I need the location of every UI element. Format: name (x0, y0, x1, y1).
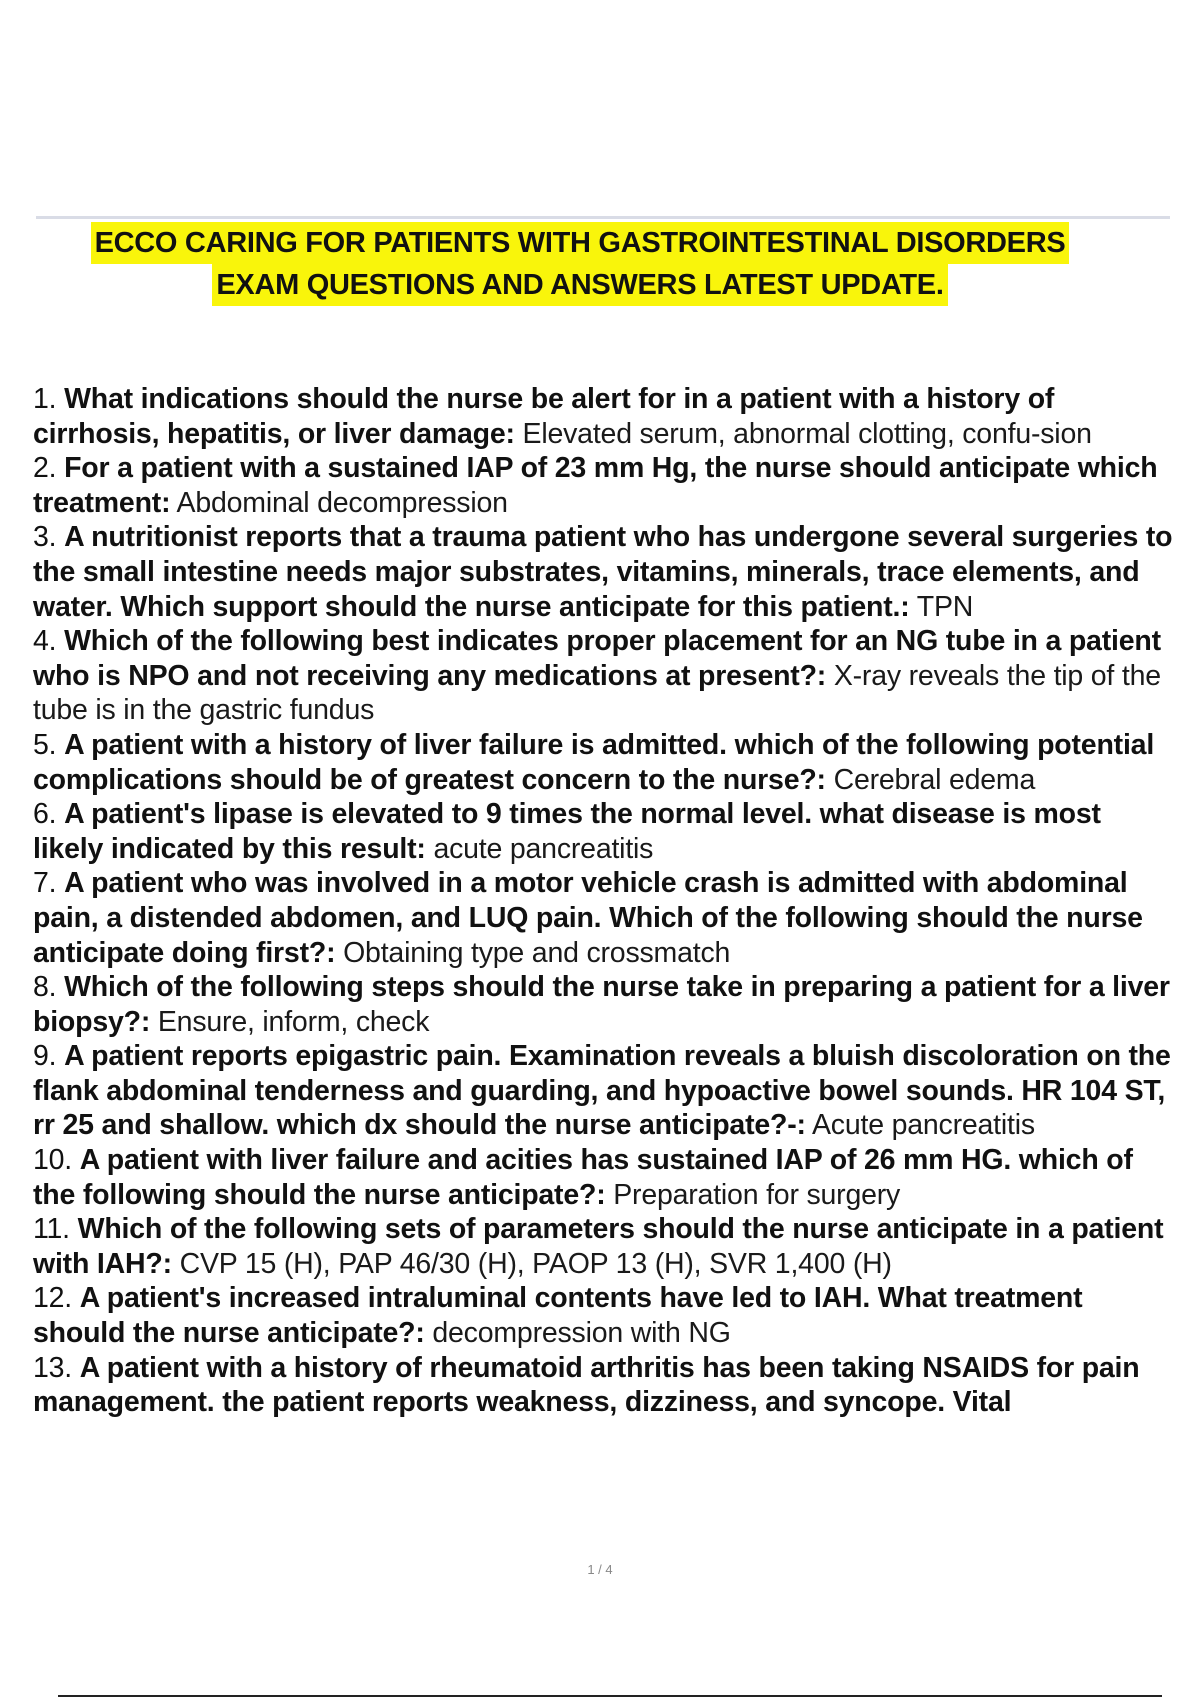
answer-text: TPN (916, 590, 974, 623)
item-number: 10. (33, 1144, 73, 1177)
item-number: 11. (33, 1213, 70, 1246)
qa-item (33, 728, 1173, 797)
question-text: A patient's increased intraluminal contents have led to IAH. What treatment should the nurse anticipate?: (33, 1282, 1083, 1350)
qa-item (33, 1039, 1173, 1143)
answer-text: Abdominal decompression (176, 486, 508, 519)
qa-item (33, 1351, 1173, 1420)
question-text: What indications should the nurse be alert for in a patient with a history of cirrhosis, hepatitis, or liver damage: (33, 383, 1055, 450)
qa-item (33, 382, 1173, 451)
answer-text: acute pancreatitis (433, 832, 654, 865)
answer-text: Elevated serum, abnormal clotting, confu-sion (522, 417, 1092, 450)
page-number: 1 / 4 (587, 1562, 613, 1577)
answer-text: decompression with NG (432, 1317, 731, 1350)
qa-item (33, 451, 1173, 520)
item-number: 9. (33, 1040, 57, 1073)
question-text: A patient with liver failure and acities has sustained IAP of 26 mm HG. which of the following should the nurse anticipate?: (33, 1144, 1133, 1211)
qa-item (33, 797, 1173, 866)
header-divider (36, 216, 1170, 219)
item-number: 1. (33, 383, 57, 415)
question-text: A patient with a history of rheumatoid arthritis has been taking NSAIDS for pain management. the patient reports weakness, dizziness, and syncope. Vital (33, 1351, 1140, 1419)
item-number: 6. (33, 798, 57, 831)
qa-item (33, 1143, 1173, 1212)
question-text: A patient reports epigastric pain. Examination reveals a bluish discoloration on the flank abdominal tenderness and guarding, and hypoactive bowel sounds. HR 104 ST, rr 25 and shallow. which dx should the nurse anticipate?-: (33, 1040, 1171, 1142)
answer-text: Preparation for surgery (613, 1178, 901, 1211)
item-number: 8. (33, 971, 57, 1004)
item-number: 7. (33, 867, 57, 900)
qa-item (33, 520, 1173, 624)
document-title (40, 222, 1120, 306)
question-text: A patient with a history of liver failure is admitted. which of the following potential complications should be of greatest concern to the nurse?: (33, 728, 1155, 796)
question-text: A patient who was involved in a motor vehicle crash is admitted with abdominal pain, a distended abdomen, and LUQ pain. Which of the following should the nurse anticipate doing first?: (33, 867, 1143, 969)
answer-text: Ensure, inform, check (157, 1005, 430, 1038)
qa-list (33, 382, 1173, 1420)
item-number: 2. (33, 452, 57, 485)
item-number: 12. (33, 1282, 73, 1315)
question-text: Which of the following sets of parameters should the nurse anticipate in a patient with IAH?: (33, 1213, 1164, 1280)
item-number: 3. (33, 521, 57, 554)
answer-text: X-ray reveals the tip of the tube is in the gastric fundus (33, 659, 1161, 727)
qa-item (33, 624, 1173, 728)
title-line-2: EXAM QUESTIONS AND ANSWERS LATEST UPDATE. (212, 264, 947, 306)
footer-divider (58, 1695, 1162, 1697)
item-number: 4. (33, 625, 57, 658)
item-number: 5. (33, 728, 57, 761)
question-text: A nutritionist reports that a trauma patient who has undergone several surgeries to the small intestine needs major substrates, vitamins, minerals, trace elements, and water. Which support should the nurse anticipate for this patient.: (33, 521, 1173, 623)
title-line-1: ECCO CARING FOR PATIENTS WITH GASTROINTESTINAL DISORDERS (91, 222, 1070, 264)
question-text: Which of the following steps should the nurse take in preparing a patient for a liver biopsy?: (33, 971, 1170, 1038)
question-text: Which of the following best indicates proper placement for an NG tube in a patient who is NPO and not receiving any medications at present?: (33, 625, 1161, 692)
answer-text: Cerebral edema (833, 763, 1036, 796)
answer-text: CVP 15 (H), PAP 46/30 (H), PAOP 13 (H), SVR 1,400 (H) (179, 1247, 892, 1280)
item-number: 13. (33, 1351, 73, 1384)
question-text: A patient's lipase is elevated to 9 times the normal level. what disease is most likely indicated by this result: (33, 798, 1101, 865)
qa-item (33, 1212, 1173, 1281)
qa-item (33, 1281, 1173, 1350)
question-text: For a patient with a sustained IAP of 23 mm Hg, the nurse should anticipate which treatment: (33, 452, 1158, 519)
qa-item (33, 866, 1173, 970)
answer-text: Obtaining type and crossmatch (343, 936, 731, 969)
answer-text: Acute pancreatitis (811, 1109, 1035, 1142)
qa-item (33, 970, 1173, 1039)
